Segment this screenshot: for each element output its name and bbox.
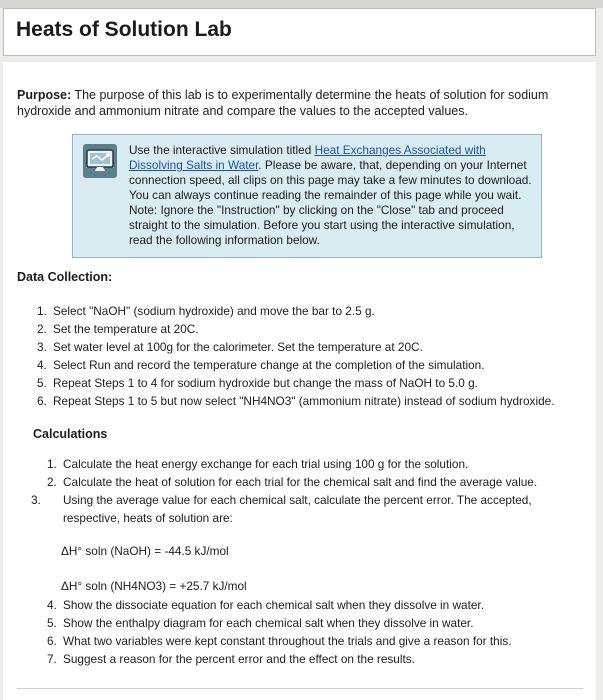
list-item: 4. Select Run and record the temperature change at the completion of the simulation.	[37, 358, 485, 372]
simulation-note-text	[129, 143, 534, 248]
calculations-list-part-2	[47, 596, 567, 668]
lab-content	[3, 62, 596, 700]
list-item: 4. Show the dissociate equation for each chemical salt when they dissolve in water.	[47, 598, 484, 612]
list-item: 6. Repeat Steps 1 to 5 but now select "NH4NO3" (ammonium nitrate) instead of sodium hydroxide.	[37, 394, 555, 408]
list-item: 1. Calculate the heat energy exchange for each trial using 100 g for the solution.	[47, 457, 469, 471]
list-item: 6. What two variables were kept constant throughout the trials and give a reason for this.	[47, 634, 512, 648]
purpose-paragraph	[17, 87, 587, 119]
page-title: Heats of Solution Lab	[16, 18, 232, 41]
list-item: 5. Show the enthalpy diagram for each chemical salt when they dissolve in water.	[47, 616, 474, 630]
list-item: 2. Calculate the heat of solution for each trial for the chemical salt and find the average value.	[47, 475, 538, 489]
title-bar	[3, 8, 596, 56]
computer-simulation-icon	[83, 144, 117, 178]
note-rest: . Please be aware, that, depending on your Internet connection speed, all clips on this page may take a few minutes to download. You can always continue reading the remainder of this page while you wait. Note: Ignore the "Instruction" by clicking on the "Close" tab and proceed straight to the simulation. Before you start using the interactive simulation, read the following information below.	[129, 158, 532, 247]
data-collection-heading: Data Collection:	[17, 270, 113, 284]
formula-nh4no3: ΔH° soln (NH4NO3) = +25.7 kJ/mol	[61, 579, 247, 593]
calculations-list-part-1	[31, 455, 567, 527]
note-intro: Use the interactive simulation titled	[129, 143, 315, 157]
simulation-link[interactable]: Heat Exchanges Associated with Dissolving Salts in Water	[129, 143, 486, 172]
purpose-label: Purpose:	[17, 88, 72, 102]
calculations-heading: Calculations	[33, 427, 108, 441]
data-collection-list	[37, 302, 587, 410]
list-item: 7. Suggest a reason for the percent error and the effect on the results.	[47, 652, 415, 666]
list-item: 5. Repeat Steps 1 to 4 for sodium hydroxide but change the mass of NaOH to 5.0 g.	[37, 376, 478, 390]
list-item: 1. Select "NaOH" (sodium hydroxide) and move the bar to 2.5 g.	[37, 304, 375, 318]
list-item: 3. Using the average value for each chemical salt, calculate the percent error. The accepted, respective, heats of solution are:	[31, 493, 532, 525]
formula-naoh: ΔH° soln (NaOH) = -44.5 kJ/mol	[61, 544, 229, 558]
list-item: 3. Set water level at 100g for the calorimeter. Set the temperature at 20C.	[37, 340, 423, 354]
divider	[17, 688, 583, 689]
simulation-note-box	[72, 134, 542, 258]
list-item: 2. Set the temperature at 20C.	[37, 322, 199, 336]
purpose-text: The purpose of this lab is to experimentally determine the heats of solution for sodium hydroxide and ammonium nitrate and compare the values to the accepted values.	[17, 88, 549, 118]
page-top-strip	[0, 0, 603, 8]
